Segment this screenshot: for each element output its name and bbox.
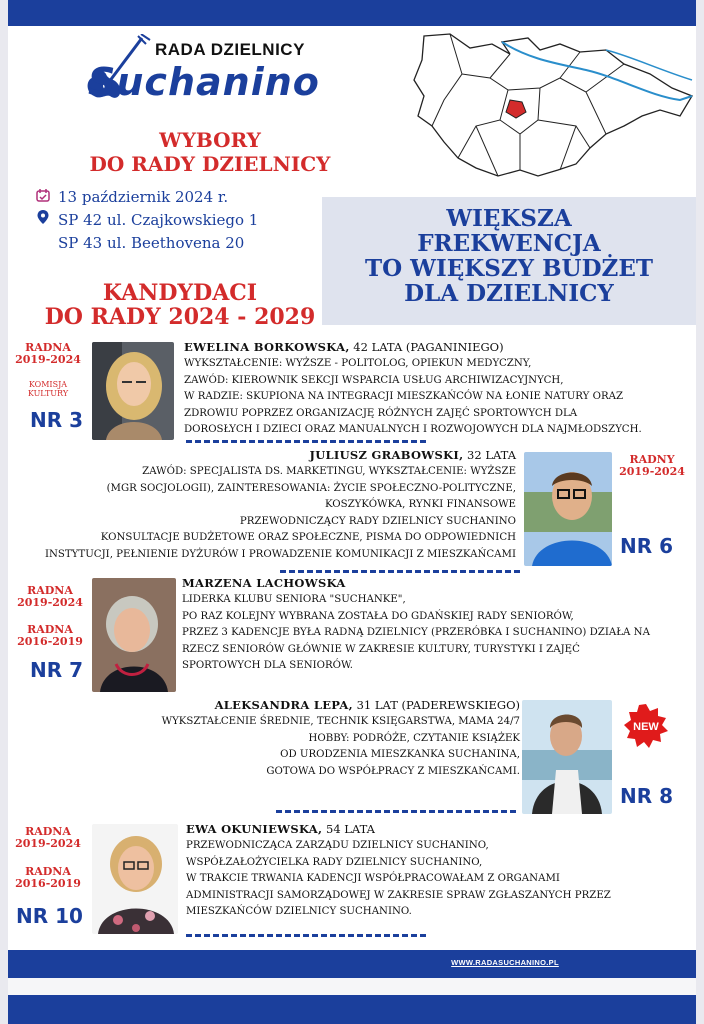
slogan-line4: DLA DZIELNICY bbox=[404, 280, 614, 307]
candidate-line: INSTYTUCJI, PEŁNIENIE DYŻURÓW I PROWADZENIE KOMUNIKACJI Z MIESZKAŃCAMI bbox=[44, 548, 516, 560]
page-gap bbox=[8, 978, 696, 995]
candidate-line: WSPÓŁZAŁOŻYCIELKA RADY DZIELNICY SUCHANINO, bbox=[186, 856, 483, 868]
candidate-name: ALEKSANDRA LEPA, bbox=[214, 698, 353, 712]
top-bar bbox=[8, 0, 696, 26]
election-title bbox=[60, 128, 360, 176]
new-badge-icon bbox=[622, 702, 670, 750]
candidate-line: PO RAZ KOLEJNY WYBRANA ZOSTAŁA DO GDAŃSKIEJ RADY SENIORÓW, bbox=[182, 610, 574, 622]
candidate-line: GOTOWA DO WSPÓŁPRACY Z MIESZKAŃCAMI. bbox=[266, 765, 520, 777]
separator bbox=[276, 810, 516, 813]
brand-title: Suchanino bbox=[88, 60, 320, 104]
candidate-line: ZDROWIU POPRZEZ ORGANIZACJĘ RÓŻNYCH ZAJĘĆ SPORTOWYCH DLA bbox=[184, 407, 578, 419]
candidate-tag: RADNA 2016-2019 bbox=[17, 623, 83, 648]
candidate-name: EWA OKUNIEWSKA, bbox=[186, 822, 323, 836]
brand-subtitle: RADA DZIELNICY bbox=[155, 40, 305, 59]
candidate-name: EWELINA BORKOWSKA, bbox=[184, 340, 350, 354]
calendar-icon bbox=[36, 186, 58, 209]
candidate-line: WYKSZTAŁCENIE: WYŻSZE - POLITOLOG, OPIEKUN MEDYCZNY, bbox=[184, 358, 532, 369]
candidate-tag: RADNA 2016-2019 bbox=[15, 865, 81, 890]
candidate-line: KOSZYKÓWKA, RYNKI FINANSOWE bbox=[324, 499, 516, 510]
candidate-photo bbox=[92, 342, 174, 440]
polling-place-1: SP 42 ul. Czajkowskiego 1 bbox=[58, 211, 259, 229]
slogan-line3: TO WIĘKSZY BUDŻET bbox=[365, 255, 653, 282]
slogan bbox=[322, 206, 696, 306]
separator bbox=[186, 934, 426, 937]
district-map bbox=[410, 30, 695, 180]
candidate-tag: RADNA 2019-2024 bbox=[17, 584, 83, 609]
candidate-line: PRZEZ 3 KADENCJE BYŁA RADNĄ DZIELNICY (PRZERÓBKA I SUCHANINO) DZIAŁA NA bbox=[182, 627, 650, 638]
candidate-number: NR 10 bbox=[16, 904, 83, 928]
candidate-tag: RADNA 2019-2024 bbox=[15, 341, 81, 366]
candidate-line: MIESZKAŃCÓW DZIELNICY SUCHANINO. bbox=[186, 906, 412, 917]
slogan-line1: WIĘKSZA bbox=[446, 205, 572, 232]
candidates-title-line1: KANDYDACI bbox=[102, 280, 258, 306]
candidate-photo bbox=[524, 452, 612, 566]
candidate-line: KONSULTACJE BUDŻETOWE ORAZ SPOŁECZNE, PISMA DO ODPOWIEDNICH bbox=[100, 532, 516, 543]
new-badge-label: NEW bbox=[633, 721, 659, 733]
candidate-line: W TRAKCIE TRWANIA KADENCJI WSPÓŁPRACOWAŁAM Z ORGANAMI bbox=[186, 873, 560, 884]
candidate-line: ADMINISTRACJI SAMORZĄDOWEJ W ZAKRESIE SPRAW ZGŁASZANYCH PRZEZ bbox=[186, 889, 611, 901]
candidate-line: W RADZIE: SKUPIONA NA INTEGRACJI MIESZKAŃCÓW NA ŁONIE NATURY ORAZ bbox=[184, 391, 624, 402]
candidate-line: ZAWÓD: KIEROWNIK SEKCJI WSPARCIA USŁUG ARCHIWIZACYJNYCH, bbox=[184, 374, 564, 386]
separator bbox=[186, 440, 426, 443]
candidate-age: 31 LAT (PADEREWSKIEGO) bbox=[352, 698, 520, 712]
polling-place-2: SP 43 ul. Beethovena 20 bbox=[58, 234, 245, 252]
candidate-age: 42 LATA (PAGANINIEGO) bbox=[349, 340, 504, 354]
candidates-title-line2: DO RADY 2024 - 2029 bbox=[44, 304, 316, 330]
candidates-title bbox=[20, 281, 340, 329]
candidate-info bbox=[182, 576, 660, 675]
candidate-line: PRZEWODNICZĄCY RADY DZIELNICY SUCHANINO bbox=[239, 515, 516, 527]
candidate-tag: RADNA 2019-2024 bbox=[15, 825, 81, 850]
candidate-name: JULIUSZ GRABOWSKI, bbox=[309, 448, 464, 462]
footer-website-link[interactable]: WWW.RADASUCHANINO.PL bbox=[451, 958, 559, 967]
candidate-info bbox=[130, 698, 520, 780]
candidate-name: MARZENA LACHOWSKA bbox=[182, 576, 346, 590]
candidate-number: NR 8 bbox=[620, 784, 674, 808]
candidate-number: NR 7 bbox=[30, 658, 84, 682]
candidate-line: LIDERKA KLUBU SENIORA "SUCHANKE", bbox=[182, 594, 406, 605]
separator bbox=[280, 570, 520, 573]
candidate-photo bbox=[522, 700, 612, 814]
election-info bbox=[36, 186, 258, 255]
location-pin-icon bbox=[36, 209, 58, 232]
candidate-age: 32 LATA bbox=[463, 448, 516, 462]
candidate-line: DOROSŁYCH I DZIECI ORAZ MANUALNYCH I ROZWOJOWYCH DLA NAJMŁODSZYCH. bbox=[184, 424, 642, 435]
candidate-number: NR 3 bbox=[30, 408, 84, 432]
candidate-line: RZECZ SENIORÓW GŁÓWNIE W ZAKRESIE KULTURY, TURYSTYKI I ZAJĘĆ bbox=[182, 643, 580, 655]
election-date: 13 październik 2024 r. bbox=[58, 188, 229, 206]
bottom-bar bbox=[8, 995, 696, 1024]
candidate-info bbox=[30, 448, 516, 563]
slogan-line2: FREKWENCJA bbox=[417, 230, 601, 257]
candidate-line: SPORTOWYCH DLA SENIORÓW. bbox=[182, 660, 353, 671]
candidate-tag: RADNY 2019-2024 bbox=[619, 453, 685, 478]
candidate-line: (MGR SOCJOLOGII), ZAINTERESOWANIA: ŻYCIE SPOŁECZNO-POLITYCZNE, bbox=[106, 482, 516, 494]
election-title-line2: DO RADY DZIELNICY bbox=[89, 152, 331, 176]
candidate-info bbox=[186, 822, 656, 921]
candidate-line: PRZEWODNICZĄCA ZARZĄDU DZIELNICY SUCHANINO, bbox=[186, 840, 489, 851]
candidate-number: NR 6 bbox=[620, 534, 674, 558]
candidate-line: OD URODZENIA MIESZKANKA SUCHANINA, bbox=[280, 749, 520, 760]
candidate-photo bbox=[92, 578, 176, 692]
candidate-line: WYKSZTAŁCENIE ŚREDNIE, TECHNIK KSIĘGARSTWA, MAMA 24/7 bbox=[161, 716, 520, 727]
candidate-info bbox=[184, 340, 684, 439]
candidate-line: HOBBY: PODRÓŻE, CZYTANIE KSIĄŻEK bbox=[308, 732, 520, 744]
candidate-photo bbox=[92, 824, 178, 934]
candidate-committee: KOMISJA KULTURY bbox=[27, 380, 69, 398]
election-title-line1: WYBORY bbox=[159, 128, 261, 152]
candidate-line: ZAWÓD: SPECJALISTA DS. MARKETINGU, WYKSZTAŁCENIE: WYŻSZE bbox=[142, 466, 516, 477]
candidate-age: 54 LATA bbox=[322, 822, 375, 836]
